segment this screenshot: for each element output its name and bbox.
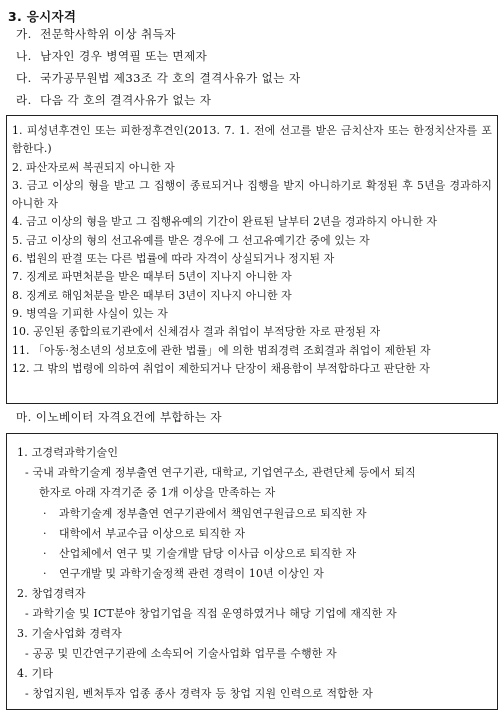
category-dash-line: - 과학기술 및 ICT분야 창업기업을 직접 운영하였거나 해당 기업에 재직한 자: [25, 607, 397, 620]
bullet-item: [43, 565, 324, 581]
disqualification-item: 5. 금고 이상의 형의 선고유예를 받은 경우에 그 선고유예기간 중에 있는 자: [12, 233, 370, 247]
bullet-item: [43, 505, 367, 521]
category-dash-line: - 창업지원, 벤처투자 업종 종사 경력자 등 창업 지원 인력으로 적합한 자: [25, 687, 373, 700]
dash-text: - 국내 과학기술계 정부출연 연구기관, 대학교, 기업연구소, 관련단체 등에서 퇴직: [25, 466, 416, 479]
requirement-marker: 나.: [16, 49, 32, 63]
innovator-requirement: [16, 409, 222, 425]
bullet-marker: ·: [43, 527, 47, 540]
category-dash-line: - 공공 및 민간연구기관에 소속되어 기술사업화 업무를 수행한 자: [25, 647, 337, 660]
requirement-marker: 가.: [16, 27, 32, 41]
innovator-text: 이노베이터 자격요건에 부합하는 자: [35, 410, 223, 424]
requirement-text: 남자인 경우 병역필 또는 면제자: [40, 49, 208, 63]
requirement-item: [16, 70, 301, 92]
bullet-marker: ·: [43, 567, 47, 580]
disqualification-item: 3. 금고 이상의 형을 받고 그 집행이 종료되거나 집행을 받지 아니하기로 확정된 후 5년을 경과하지 아니한 자: [12, 178, 492, 211]
bullet-text: 대학에서 부교수급 이상으로 퇴직한 자: [59, 527, 246, 540]
requirement-text: 국가공무원법 제33조 각 호의 결격사유가 없는 자: [40, 71, 301, 85]
requirement-text: 다음 각 호의 결격사유가 없는 자: [40, 93, 212, 107]
category-title-commercialization: 3. 기술사업화 경력자: [17, 627, 122, 640]
requirement-marker: 라.: [16, 93, 32, 107]
category-title-startup-experience: 2. 창업경력자: [17, 587, 86, 600]
disqualification-item: 7. 징계로 파면처분을 받은 때부터 5년이 지나지 아니한 자: [12, 270, 292, 284]
disqualification-item: 6. 법원의 판결 또는 다른 법률에 따라 자격이 상실되거나 정지된 자: [12, 252, 335, 266]
requirement-item: [16, 26, 301, 48]
bullet-item: [43, 525, 245, 541]
requirement-item: [16, 92, 301, 114]
requirements-list: [16, 26, 301, 114]
bullet-marker: ·: [43, 547, 47, 560]
disqualification-item: 8. 징계로 해임처분을 받은 때부터 3년이 지나지 아니한 자: [12, 288, 292, 302]
disqualification-item: 2. 파산자로써 복권되지 아니한 자: [12, 160, 175, 174]
innovator-box: [6, 433, 498, 710]
bullet-item: [43, 545, 356, 561]
bullet-marker: ·: [43, 507, 47, 520]
requirement-item: [16, 48, 301, 70]
section-title: 3. 응시자격: [8, 9, 77, 24]
disqualification-item: 1. 피성년후견인 또는 피한정후견인(2013. 7. 1. 전에 선고를 받은 금치산자 또는 한정치산자를 포함한다.): [12, 124, 492, 156]
disqualification-item: 4. 금고 이상의 형을 받고 그 집행유예의 기간이 완료된 날부터 2년을 경과하지 아니한 자: [12, 215, 438, 229]
disqualification-item: 10. 공인된 종합의료기관에서 신체검사 결과 취업이 부적당한 자로 판정된 자: [12, 325, 381, 339]
bullet-text: 연구개발 및 과학기술정책 관련 경력이 10년 이상인 자: [59, 567, 325, 580]
disqualification-item: 12. 그 밖의 법령에 의하여 취업이 제한되거나 단장이 채용함이 부적합하다고 판단한 자: [12, 361, 430, 375]
disqualification-item: 9. 병역을 기피한 사실이 있는 자: [12, 306, 168, 320]
disqualification-list: [7, 116, 497, 378]
innovator-marker: 마.: [16, 410, 32, 424]
category-title-other: 4. 기타: [17, 667, 54, 680]
category-dash-continuation: 한자로 아래 자격기준 중 1개 이상을 만족하는 자: [39, 486, 276, 499]
bullet-text: 과학기술계 정부출연 연구기관에서 책임연구원급으로 퇴직한 자: [59, 507, 367, 520]
disqualification-box: [6, 115, 498, 404]
category-title-senior-scientist: 1. 고경력과학기술인: [17, 446, 119, 459]
category-dash-line: [25, 464, 416, 480]
bullet-text: 산업체에서 연구 및 기술개발 담당 이사급 이상으로 퇴직한 자: [59, 547, 357, 560]
requirement-text: 전문학사학위 이상 취득자: [40, 27, 176, 41]
disqualification-item: 11. 「아동·청소년의 성보호에 관한 법률」에 의한 범죄경력 조회결과 취업이 제한된 자: [12, 343, 431, 357]
requirement-marker: 다.: [16, 71, 32, 85]
